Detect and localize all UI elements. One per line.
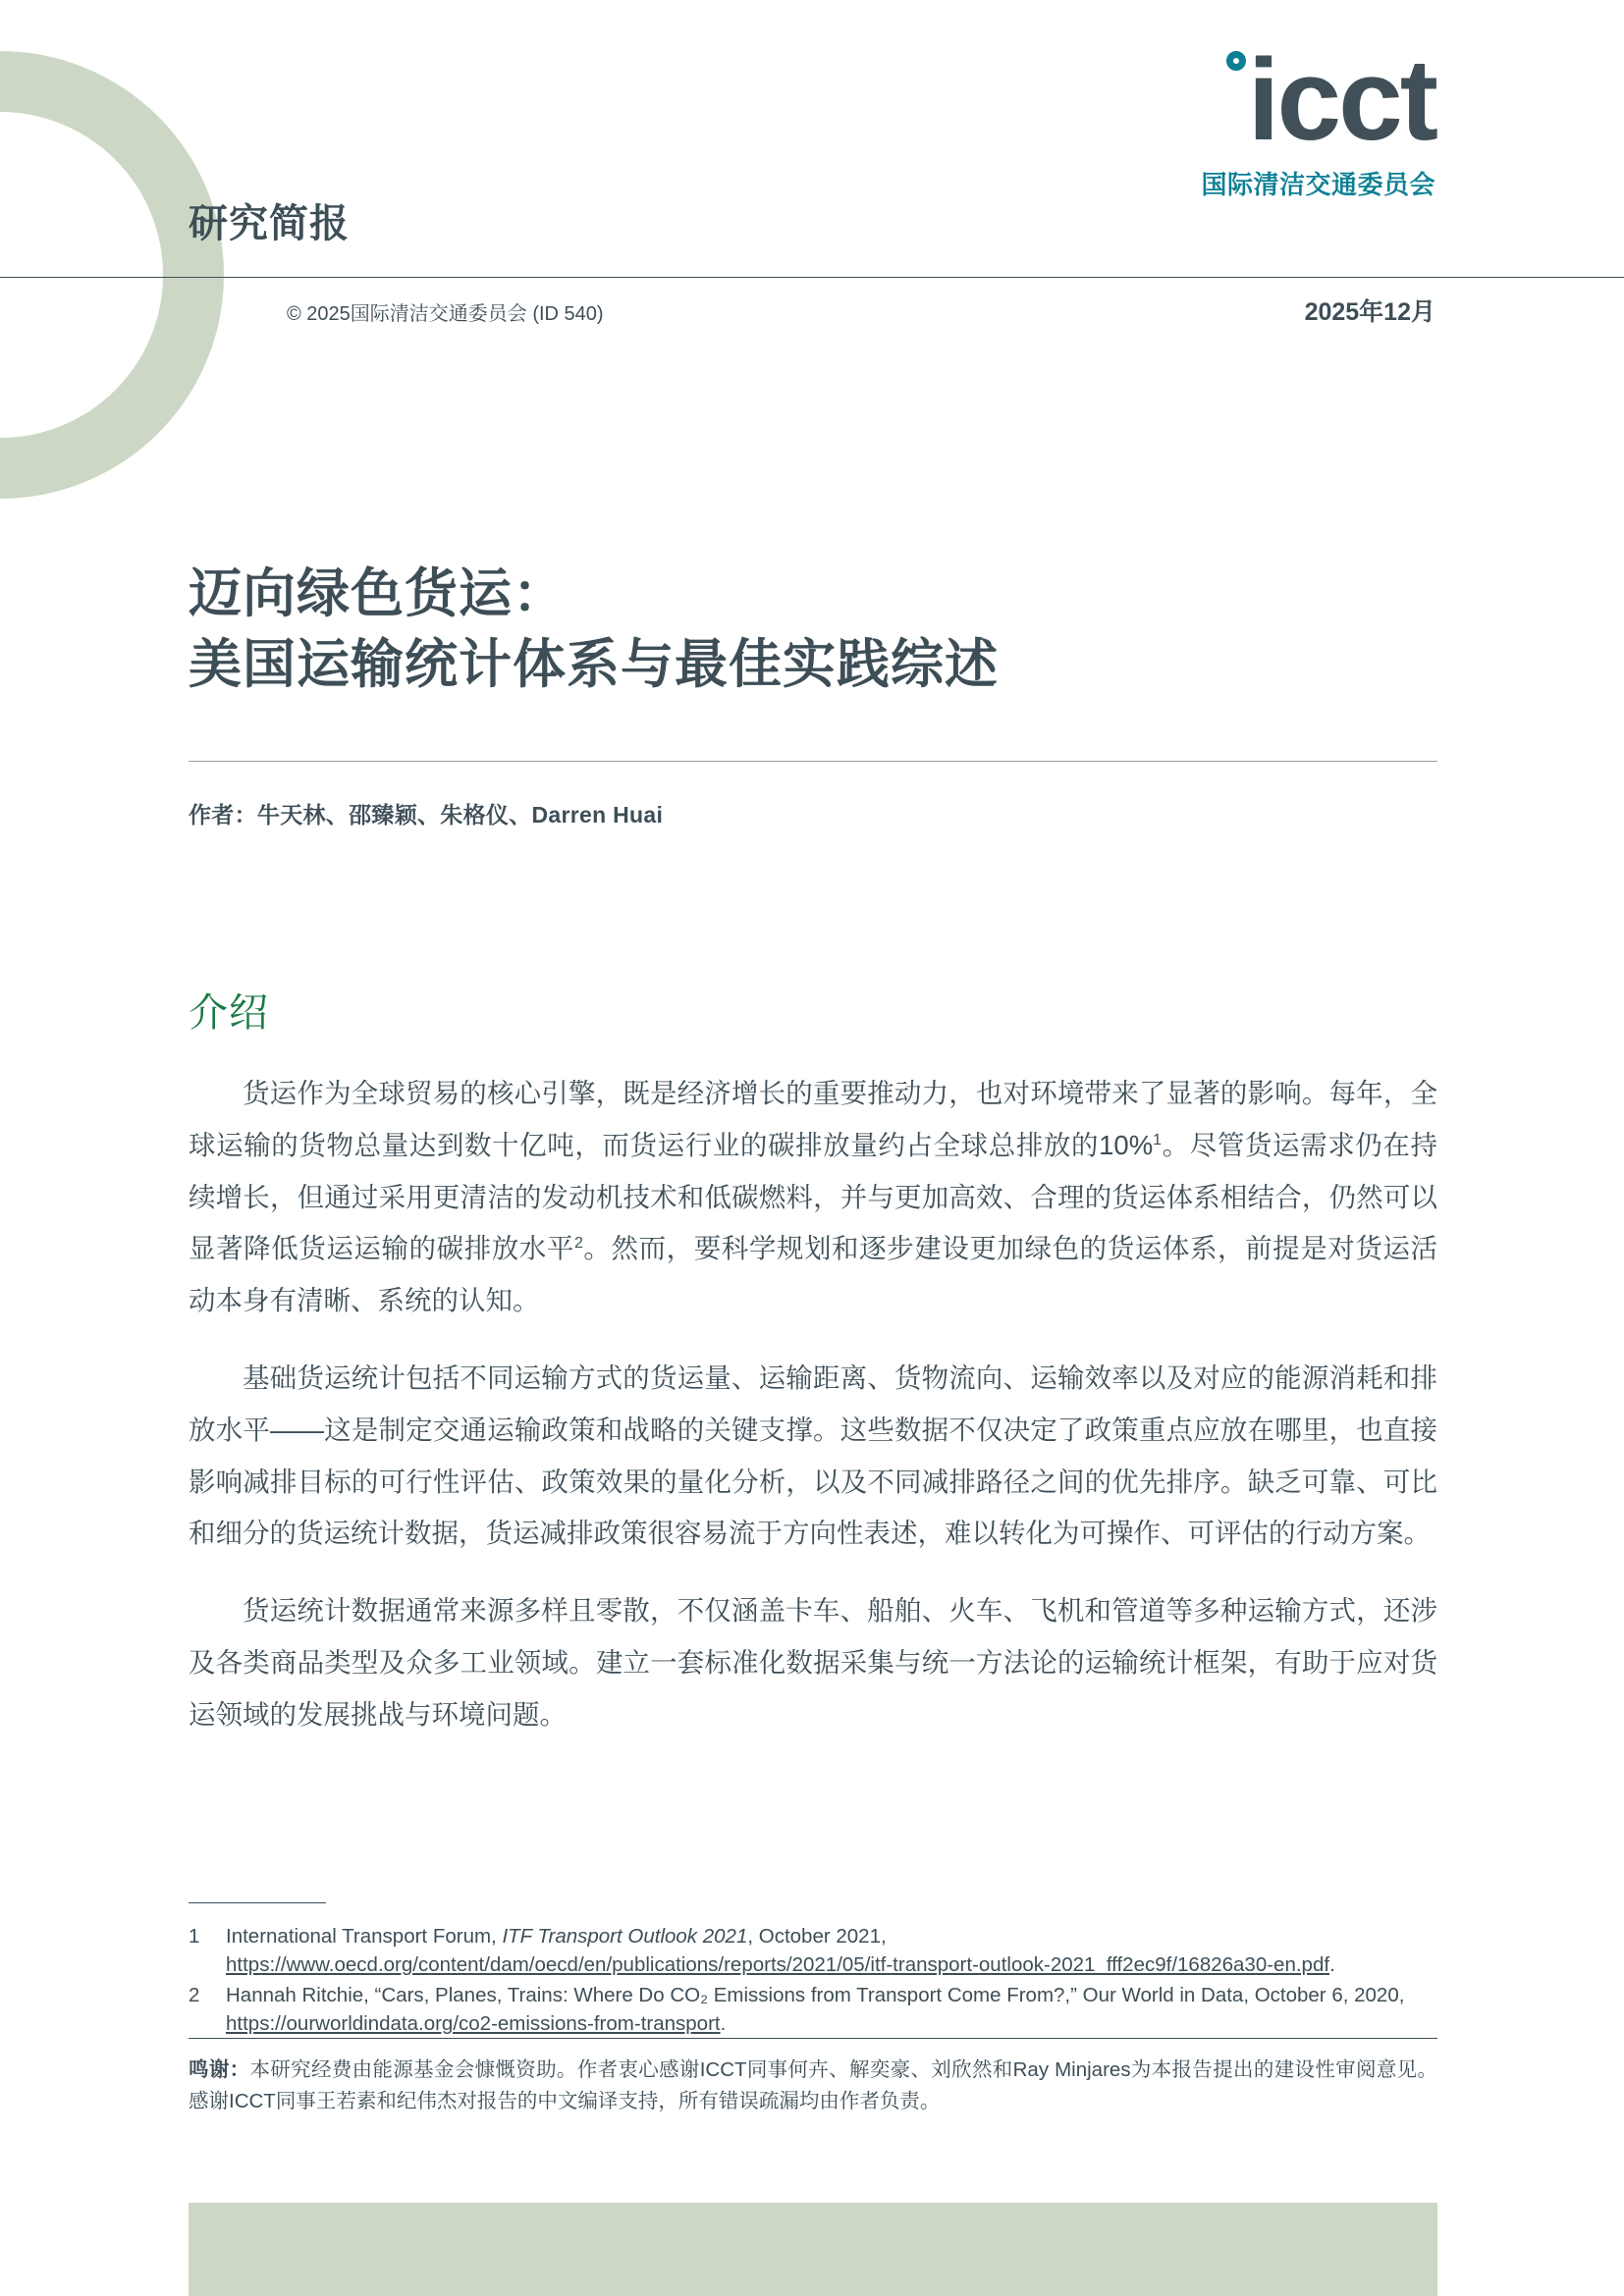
decorative-ring-graphic [0, 51, 224, 499]
footer-color-bar [189, 2203, 1437, 2296]
acknowledgement-divider [189, 2038, 1437, 2039]
footnote-text [226, 1922, 1437, 1979]
page-title [189, 560, 1445, 701]
logo-subtitle: 国际清洁交通委员会 [1201, 170, 1435, 199]
footnote-item [189, 1922, 1437, 1979]
acknowledgement-label: 鸣谢： [189, 2058, 250, 2081]
footnotes-list [189, 1922, 1437, 2040]
footnote-item [189, 1981, 1437, 2038]
footnote-ref-2[interactable]: 2 [573, 1235, 583, 1253]
footnote-suffix: . [720, 2012, 727, 2036]
icct-logo [1145, 35, 1435, 201]
header-divider [0, 277, 1624, 278]
acknowledgement-text: 本研究经费由能源基金会慷慨资助。作者衷心感谢ICCT同事何卉、解奕豪、刘欣然和Ray Minjares为本报告提出的建设性审阅意见。感谢ICCT同事王若素和纪伟杰对报告的中文编译支持，所有错误疏漏均由作者负责。 [189, 2058, 1437, 2112]
footnote-ref-1[interactable]: 1 [1153, 1131, 1163, 1148]
page-title-line-2: 美国运输统计体系与最佳实践综述 [189, 634, 999, 694]
copyright-line: © 2025国际清洁交通委员会 (ID 540) [287, 303, 604, 325]
paragraph-1-part-1: 货运作为全球贸易的核心引擎，既是经济增长的重要推动力，也对环境带来了显著的影响。每年，全球运输的货物总量达到数十亿吨，而货运行业的碳排放量约占全球总排放的10% [189, 1078, 1437, 1160]
issue-date: 2025年12月 [1304, 298, 1435, 326]
footnote-link[interactable]: https://ourworldindata.org/co2-emissions-from-transport [226, 2012, 721, 2036]
acknowledgement-block [189, 2055, 1437, 2117]
footnote-link[interactable]: https://www.oecd.org/content/dam/oecd/en/publications/reports/2021/05/itf-transport-outlook-2021_fff2ec9f/16826a30-en.pdf [226, 1953, 1330, 1977]
footnote-number: 2 [189, 1984, 200, 2007]
paragraph-1-part-3: 。然而，要科学规划和逐步建设更加绿色的货运体系，前提是对货运活动本身有清晰、系统的认知。 [189, 1233, 1438, 1316]
logo-wordmark [1145, 35, 1435, 165]
body-copy [189, 1068, 1437, 1741]
paragraph-1-part-2: 。尽管货运需求仍在持续增长，但通过采用更清洁的发动机技术和低碳燃料，并与更加高效、合理的货运体系相结合，仍然可以显著降低货运运输的碳排放水平 [189, 1129, 1437, 1264]
footnote-number: 1 [189, 1925, 200, 1948]
footnote-suffix: . [1329, 1953, 1335, 1977]
circle-dot-icon [1226, 51, 1246, 71]
title-divider [189, 761, 1437, 762]
publication-type-label: 研究简报 [189, 202, 350, 245]
footnote-prefix: Hannah Ritchie, “Cars, Planes, Trains: Where Do CO₂ Emissions from Transport Come From?,” Our World in Data, October 6, 2020, [226, 1984, 1405, 2007]
footnote-text [226, 1981, 1437, 2038]
footnote-divider [189, 1902, 326, 1903]
section-heading-introduction: 介绍 [189, 991, 269, 1035]
paragraph-1 [189, 1068, 1437, 1327]
paragraph-3: 货运统计数据通常来源多样且零散，不仅涵盖卡车、船舶、火车、飞机和管道等多种运输方式，还涉及各类商品类型及众多工业领域。建立一套标准化数据采集与统一方法论的运输统计框架，有助于应对货运领域的发展挑战与环境问题。 [189, 1595, 1437, 1730]
paragraph-2: 基础货运统计包括不同运输方式的货运量、运输距离、货物流向、运输效率以及对应的能源消耗和排放水平——这是制定交通运输政策和战略的关键支撑。这些数据不仅决定了政策重点应放在哪里，也直接影响减排目标的可行性评估、政策效果的量化分析，以及不同减排路径之间的优先排序。缺乏可靠、可比和细分的货运统计数据，货运减排政策很容易流于方向性表述，难以转化为可操作、可评估的行动方案。 [189, 1362, 1437, 1549]
footnote-title-italic: ITF Transport Outlook 2021 [502, 1925, 748, 1948]
footnote-middle: , October 2021, [747, 1925, 887, 1948]
footnote-prefix: International Transport Forum, [226, 1925, 503, 1948]
page-title-line-1: 迈向绿色货运： [189, 564, 567, 623]
authors-line: 作者：牛天林、邵臻颖、朱格仪、Darren Huai [189, 802, 664, 828]
logo-wordmark-text: icct [1247, 35, 1435, 165]
